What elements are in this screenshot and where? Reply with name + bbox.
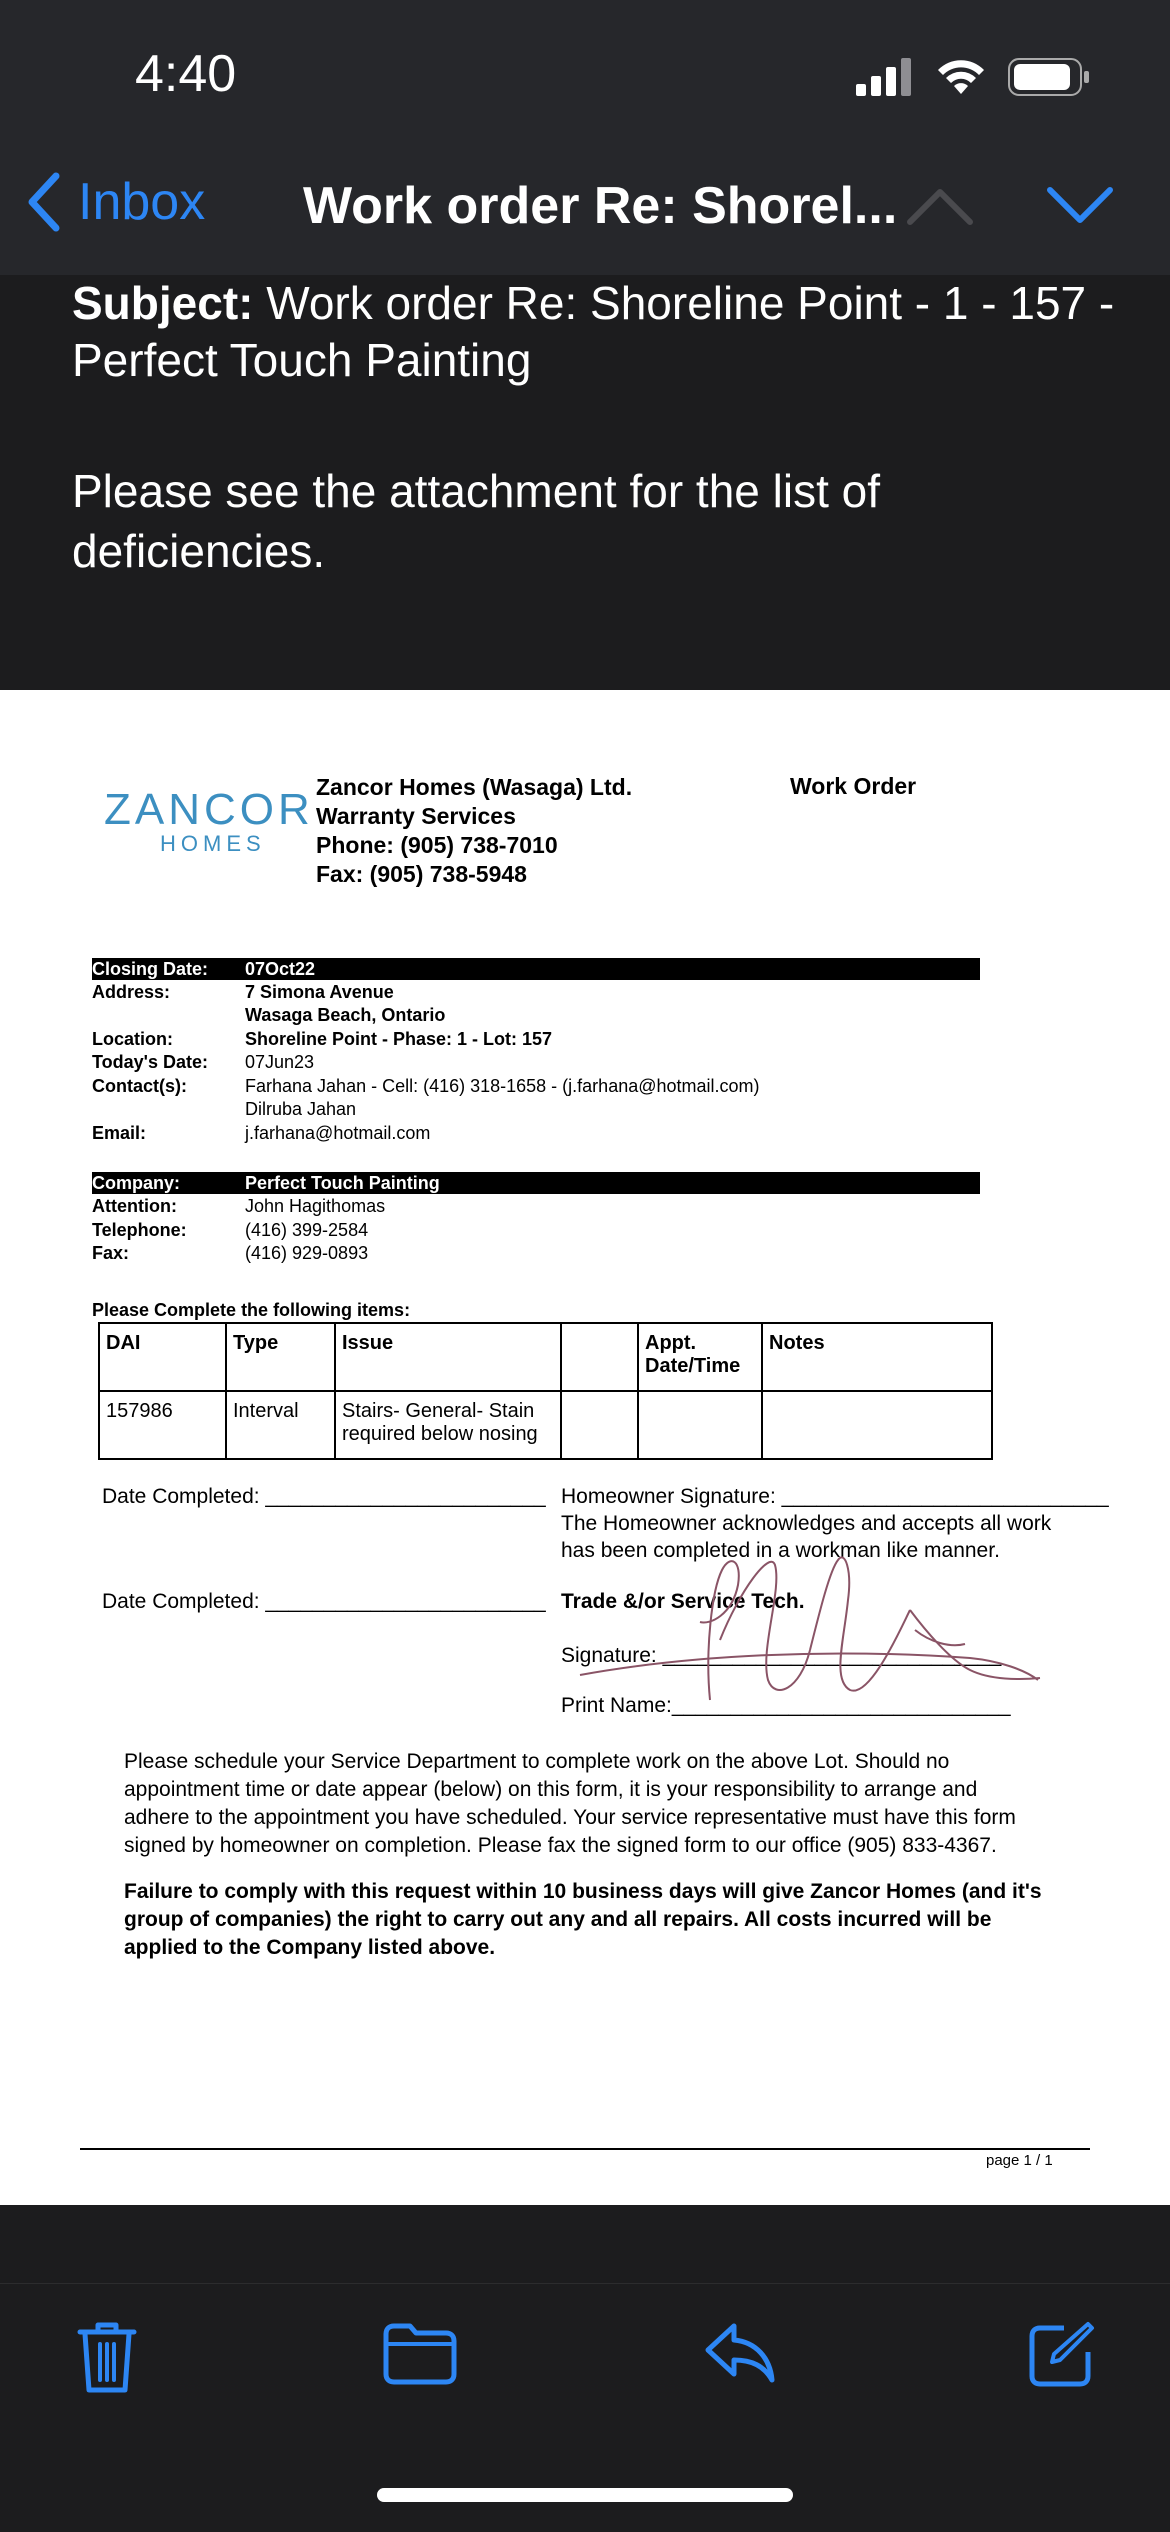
closing-value: 07Oct22 [245,959,316,979]
col-blank [561,1323,638,1391]
contacts-label: Contact(s): [92,1076,187,1096]
status-time: 4:40 [135,45,237,103]
contacts-line1: Farhana Jahan - Cell: (416) 318-1658 - (j.farhana@hotmail.com) [245,1076,760,1096]
attention-value: John Hagithomas [245,1196,386,1216]
back-label: Inbox [78,173,206,231]
signature-line: Signature: _____________________________ [561,1644,1002,1667]
folder-icon[interactable] [382,2320,458,2386]
zancor-logo [104,785,314,857]
logo-sub: HOMES [160,831,266,856]
company-bar [92,1172,980,1194]
doc-title: Work Order [790,773,917,799]
cellular-signal-icon [856,58,914,96]
company-phone: Phone: (905) 738-7010 [316,832,558,858]
address-label: Address: [92,982,171,1002]
closing-label: Closing Date: [92,959,209,979]
fax-value: (416) 929-0893 [245,1243,369,1263]
cell-blank [561,1391,638,1459]
next-message-icon[interactable] [1045,180,1115,230]
location-label: Location: [92,1029,173,1049]
battery-icon [1008,58,1090,96]
cell-type: Interval [226,1391,335,1459]
trash-icon[interactable] [76,2320,138,2396]
today-label: Today's Date: [92,1052,208,1072]
bottom-area [0,2205,1170,2532]
date-completed-1: Date Completed: ________________________ [102,1485,546,1508]
subject-label: Subject: [72,277,254,329]
print-name-line: Print Name:_____________________________ [561,1694,1011,1717]
subject-value: Work order Re: Shoreline Point - 1 - 157 - Perfect Touch Painting [72,277,1115,386]
telephone-value: (416) 399-2584 [245,1220,369,1240]
address-line1: 7 Simona Avenue [245,982,394,1002]
address-line2: Wasaga Beach, Ontario [245,1005,446,1025]
footer-divider [80,2148,1090,2150]
status-icons [856,58,1090,96]
col-appt: Appt. Date/Time [638,1323,762,1391]
cell-notes [762,1391,992,1459]
contacts-line2: Dilruba Jahan [245,1099,357,1119]
table-header-row [99,1323,992,1391]
email-label: Email: [92,1123,147,1143]
wifi-icon [936,58,986,96]
page-number: page 1 / 1 [986,2152,1053,2169]
logo-main: ZANCOR [104,785,314,834]
previous-message-icon[interactable] [905,180,975,230]
nav-title: Work order Re: Shorel... [303,177,898,235]
col-dai: DAI [99,1323,226,1391]
reply-icon[interactable] [704,2320,776,2386]
handwritten-signature [570,1530,1050,1710]
cell-issue: Stairs- General- Stain required below nosing [335,1391,561,1459]
table-row [99,1391,992,1459]
today-value: 07Jun23 [245,1052,315,1072]
toolbar-divider [0,2283,1170,2284]
items-title: Please Complete the following items: [92,1300,411,1320]
homeowner-signature: Homeowner Signature: ____________________________ [561,1485,1109,1508]
date-completed-2: Date Completed: ________________________ [102,1590,546,1613]
attachment-document[interactable] [0,690,1170,2205]
cell-dai: 157986 [99,1391,226,1459]
company-name: Zancor Homes (Wasaga) Ltd. [316,774,633,800]
home-indicator[interactable] [377,2488,793,2502]
fax-label: Fax: [92,1243,130,1263]
telephone-label: Telephone: [92,1220,187,1240]
header [0,0,1170,275]
company-dept: Warranty Services [316,803,516,829]
acknowledge-text: The Homeowner acknowledges and accepts all work has been completed in a workman like manner. [561,1512,1052,1562]
chevron-left-icon [24,172,64,232]
compose-icon[interactable] [1026,2320,1096,2390]
trade-title: Trade &/or Service Tech. [561,1590,805,1613]
email-content [0,275,1170,690]
items-table [98,1322,993,1460]
attention-label: Attention: [92,1196,177,1216]
email-body: Please see the attachment for the list of deficiencies. [72,465,881,577]
closing-date-bar [92,958,980,980]
failure-paragraph: Failure to comply with this request within 10 business days will give Zancor Homes (and it's group of companies) the right to carry out any and all repairs. All costs incurred will be applied to the Company listed above. [124,1880,1042,1959]
company-value: Perfect Touch Painting [245,1173,440,1193]
location-value: Shoreline Point - Phase: 1 - Lot: 157 [245,1029,553,1049]
col-notes: Notes [762,1323,992,1391]
email-subject [72,275,1132,389]
back-button[interactable] [24,172,205,232]
email-value: j.farhana@hotmail.com [245,1123,431,1143]
company-fax: Fax: (905) 738-5948 [316,861,527,887]
cell-appt [638,1391,762,1459]
company-info [316,773,632,889]
schedule-paragraph: Please schedule your Service Department to complete work on the above Lot. Should no appointment time or date appear (below) on this form, it is your responsibility to arrange and adhere to the appointment you have scheduled. Your service representative must have this form signed by homeowner on completion. Please fax the signed form to our office (905) 833-4367. [124,1750,1016,1857]
company-label: Company: [92,1173,181,1193]
col-type: Type [226,1323,335,1391]
col-issue: Issue [335,1323,561,1391]
